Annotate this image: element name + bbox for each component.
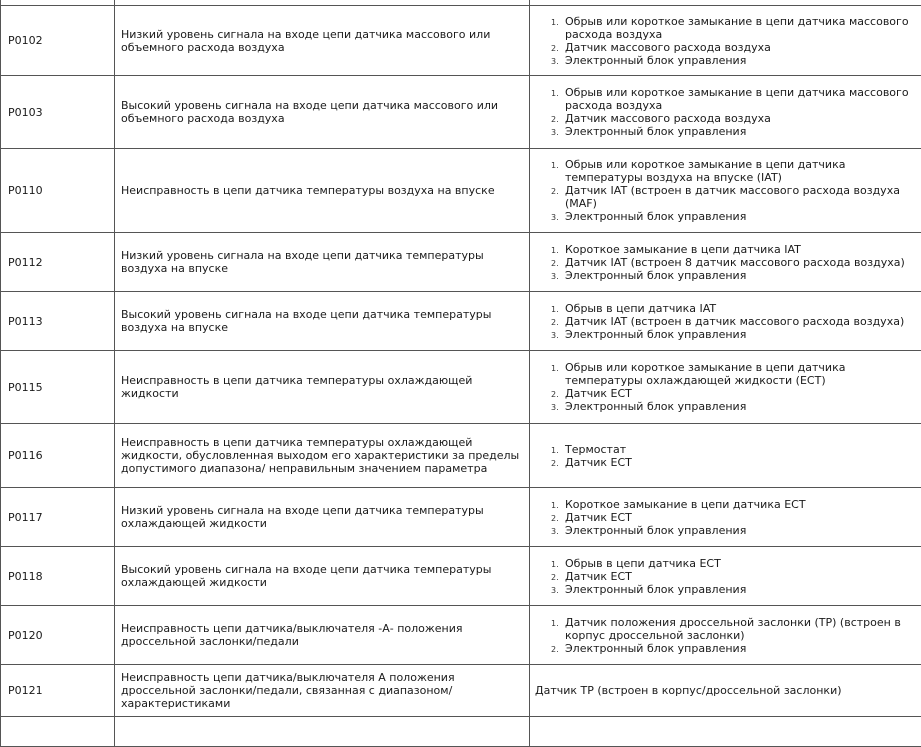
dtc-causes	[530, 717, 921, 747]
list-item	[535, 361, 921, 387]
dtc-code: P0118	[1, 547, 115, 606]
cause-text: Электронный блок управления	[565, 524, 746, 537]
causes-list	[535, 158, 921, 223]
list-item	[535, 269, 921, 282]
list-number: 1.	[551, 499, 559, 512]
list-item	[535, 443, 921, 456]
table-row	[1, 351, 921, 424]
table-row	[1, 76, 921, 149]
dtc-causes	[530, 6, 921, 76]
list-number: 2.	[551, 388, 559, 401]
list-item	[535, 583, 921, 596]
cause-text: Электронный блок управления	[565, 400, 746, 413]
dtc-description: Высокий уровень сигнала на входе цепи датчика температуры воздуха на впуске	[115, 292, 530, 351]
cause-text: Электронный блок управления	[565, 642, 746, 655]
list-item	[535, 456, 921, 469]
dtc-causes	[530, 547, 921, 606]
list-number: 3.	[551, 270, 559, 283]
list-number: 2.	[551, 257, 559, 270]
list-item	[535, 125, 921, 138]
list-number: 3.	[551, 584, 559, 597]
list-number: 1.	[551, 558, 559, 571]
list-number: 2.	[551, 457, 559, 470]
dtc-description: Неисправность в цепи датчика температуры охлаждающей жидкости, обусловленная выходом его характеристики за пределы допустимого диапазона/ неправильным значением параметра	[115, 424, 530, 488]
causes-list	[535, 557, 921, 596]
table-row	[1, 606, 921, 665]
dtc-description: Низкий уровень сигнала на входе цепи датчика температуры охлаждающей жидкости	[115, 488, 530, 547]
table-row	[1, 233, 921, 292]
dtc-code	[1, 717, 115, 747]
table-row	[1, 292, 921, 351]
dtc-causes	[530, 488, 921, 547]
dtc-code: P0121	[1, 665, 115, 717]
list-item	[535, 210, 921, 223]
cause-text: Обрыв или короткое замыкание в цепи датчика температуры воздуха на впуске (IAT)	[565, 158, 845, 184]
list-number: 1.	[551, 362, 559, 375]
cause-text: Датчик IAT (встроен в датчик массового расхода воздуха (MAF)	[565, 184, 900, 210]
list-number: 3.	[551, 401, 559, 414]
causes-list	[535, 15, 921, 67]
list-item	[535, 616, 921, 642]
table-row	[1, 717, 921, 747]
list-number: 2.	[551, 571, 559, 584]
list-number: 1.	[551, 16, 559, 29]
cause-text: Обрыв или короткое замыкание в цепи датчика массового расхода воздуха	[565, 15, 909, 41]
dtc-code: P0103	[1, 76, 115, 149]
list-item	[535, 511, 921, 524]
list-number: 3.	[551, 55, 559, 68]
causes-list	[535, 616, 921, 655]
dtc-causes	[530, 76, 921, 149]
list-item	[535, 498, 921, 511]
cause-text: Датчик ECT	[565, 511, 632, 524]
cause-text: Обрыв в цепи датчика IAT	[565, 302, 716, 315]
list-item	[535, 524, 921, 537]
list-number: 1.	[551, 303, 559, 316]
list-item	[535, 184, 921, 210]
list-number: 2.	[551, 42, 559, 55]
dtc-code: P0113	[1, 292, 115, 351]
list-number: 1.	[551, 444, 559, 457]
table-row	[1, 424, 921, 488]
dtc-causes	[530, 424, 921, 488]
dtc-description: Неисправность в цепи датчика температуры воздуха на впуске	[115, 149, 530, 233]
dtc-code: P0115	[1, 351, 115, 424]
dtc-causes	[530, 606, 921, 665]
dtc-causes	[530, 149, 921, 233]
cause-text: Короткое замыкание в цепи датчика ECT	[565, 498, 806, 511]
dtc-description: Низкий уровень сигнала на входе цепи датчика температуры воздуха на впуске	[115, 233, 530, 292]
list-number: 3.	[551, 525, 559, 538]
list-number: 1.	[551, 159, 559, 172]
cause-text: Термостат	[565, 443, 626, 456]
dtc-description: Неисправность цепи датчика/выключателя -А- положения дроссельной заслонки/педали	[115, 606, 530, 665]
list-item	[535, 41, 921, 54]
dtc-description: Высокий уровень сигнала на входе цепи датчика температуры охлаждающей жидкости	[115, 547, 530, 606]
list-number: 2.	[551, 316, 559, 329]
cause-text: Электронный блок управления	[565, 583, 746, 596]
list-number: 1.	[551, 244, 559, 257]
cause-text: Датчик IAT (встроен в датчик массового расхода воздуха)	[565, 315, 904, 328]
list-item	[535, 243, 921, 256]
table-row	[1, 488, 921, 547]
list-number: 2.	[551, 185, 559, 198]
dtc-description: Неисправность цепи датчика/выключателя А положения дроссельной заслонки/педали, связанная с диапазоном/ характеристиками	[115, 665, 530, 717]
dtc-code: P0102	[1, 6, 115, 76]
cause-text: Датчик массового расхода воздуха	[565, 112, 771, 125]
list-item	[535, 302, 921, 315]
cause-text: Обрыв или короткое замыкание в цепи датчика температуры охлаждающей жидкости (ECT)	[565, 361, 845, 387]
cause-text: Электронный блок управления	[565, 125, 746, 138]
list-item	[535, 328, 921, 341]
list-item	[535, 315, 921, 328]
dtc-causes	[530, 351, 921, 424]
cause-text: Датчик положения дроссельной заслонки (TP) (встроен в корпус дроссельной заслонки)	[565, 616, 901, 642]
dtc-code: P0116	[1, 424, 115, 488]
list-number: 1.	[551, 87, 559, 100]
list-item	[535, 256, 921, 269]
table-row	[1, 547, 921, 606]
dtc-description	[115, 717, 530, 747]
list-number: 3.	[551, 329, 559, 342]
cause-text: Электронный блок управления	[565, 54, 746, 67]
dtc-code: P0120	[1, 606, 115, 665]
causes-list	[535, 86, 921, 138]
list-item	[535, 54, 921, 67]
dtc-causes	[530, 665, 921, 717]
cause-text: Короткое замыкание в цепи датчика IAT	[565, 243, 801, 256]
table-row	[1, 665, 921, 717]
list-number: 3.	[551, 211, 559, 224]
list-number: 2.	[551, 113, 559, 126]
list-number: 1.	[551, 617, 559, 630]
list-item	[535, 387, 921, 400]
cause-text: Электронный блок управления	[565, 328, 746, 341]
list-item	[535, 557, 921, 570]
cause-text: Датчик ECT	[565, 387, 632, 400]
cause-text: Датчик TP (встроен в корпус/дроссельной заслонки)	[535, 684, 842, 697]
cause-text: Датчик IAT (встроен 8 датчик массового расхода воздуха)	[565, 256, 905, 269]
dtc-causes	[530, 233, 921, 292]
causes-list	[535, 498, 921, 537]
list-item	[535, 15, 921, 41]
dtc-causes	[530, 292, 921, 351]
dtc-code: P0117	[1, 488, 115, 547]
table-row	[1, 6, 921, 76]
dtc-description: Низкий уровень сигнала на входе цепи датчика массового или объемного расхода воздуха	[115, 6, 530, 76]
table-row	[1, 149, 921, 233]
list-number: 2.	[551, 512, 559, 525]
cause-text: Обрыв в цепи датчика ECT	[565, 557, 721, 570]
list-item	[535, 158, 921, 184]
cause-text: Электронный блок управления	[565, 269, 746, 282]
cause-text: Датчик ECT	[565, 456, 632, 469]
list-number: 3.	[551, 126, 559, 139]
dtc-code: P0112	[1, 233, 115, 292]
dtc-description: Неисправность в цепи датчика температуры охлаждающей жидкости	[115, 351, 530, 424]
list-item	[535, 400, 921, 413]
dtc-description: Высокий уровень сигнала на входе цепи датчика массового или объемного расхода воздуха	[115, 76, 530, 149]
list-number: 2.	[551, 643, 559, 656]
list-item	[535, 570, 921, 583]
causes-list	[535, 302, 921, 341]
list-item	[535, 642, 921, 655]
cause-text: Электронный блок управления	[565, 210, 746, 223]
causes-list	[535, 443, 921, 469]
cause-text: Датчик ECT	[565, 570, 632, 583]
cause-text: Обрыв или короткое замыкание в цепи датчика массового расхода воздуха	[565, 86, 909, 112]
list-item	[535, 112, 921, 125]
causes-list	[535, 243, 921, 282]
list-item	[535, 86, 921, 112]
causes-list	[535, 361, 921, 413]
cause-text: Датчик массового расхода воздуха	[565, 41, 771, 54]
dtc-code: P0110	[1, 149, 115, 233]
